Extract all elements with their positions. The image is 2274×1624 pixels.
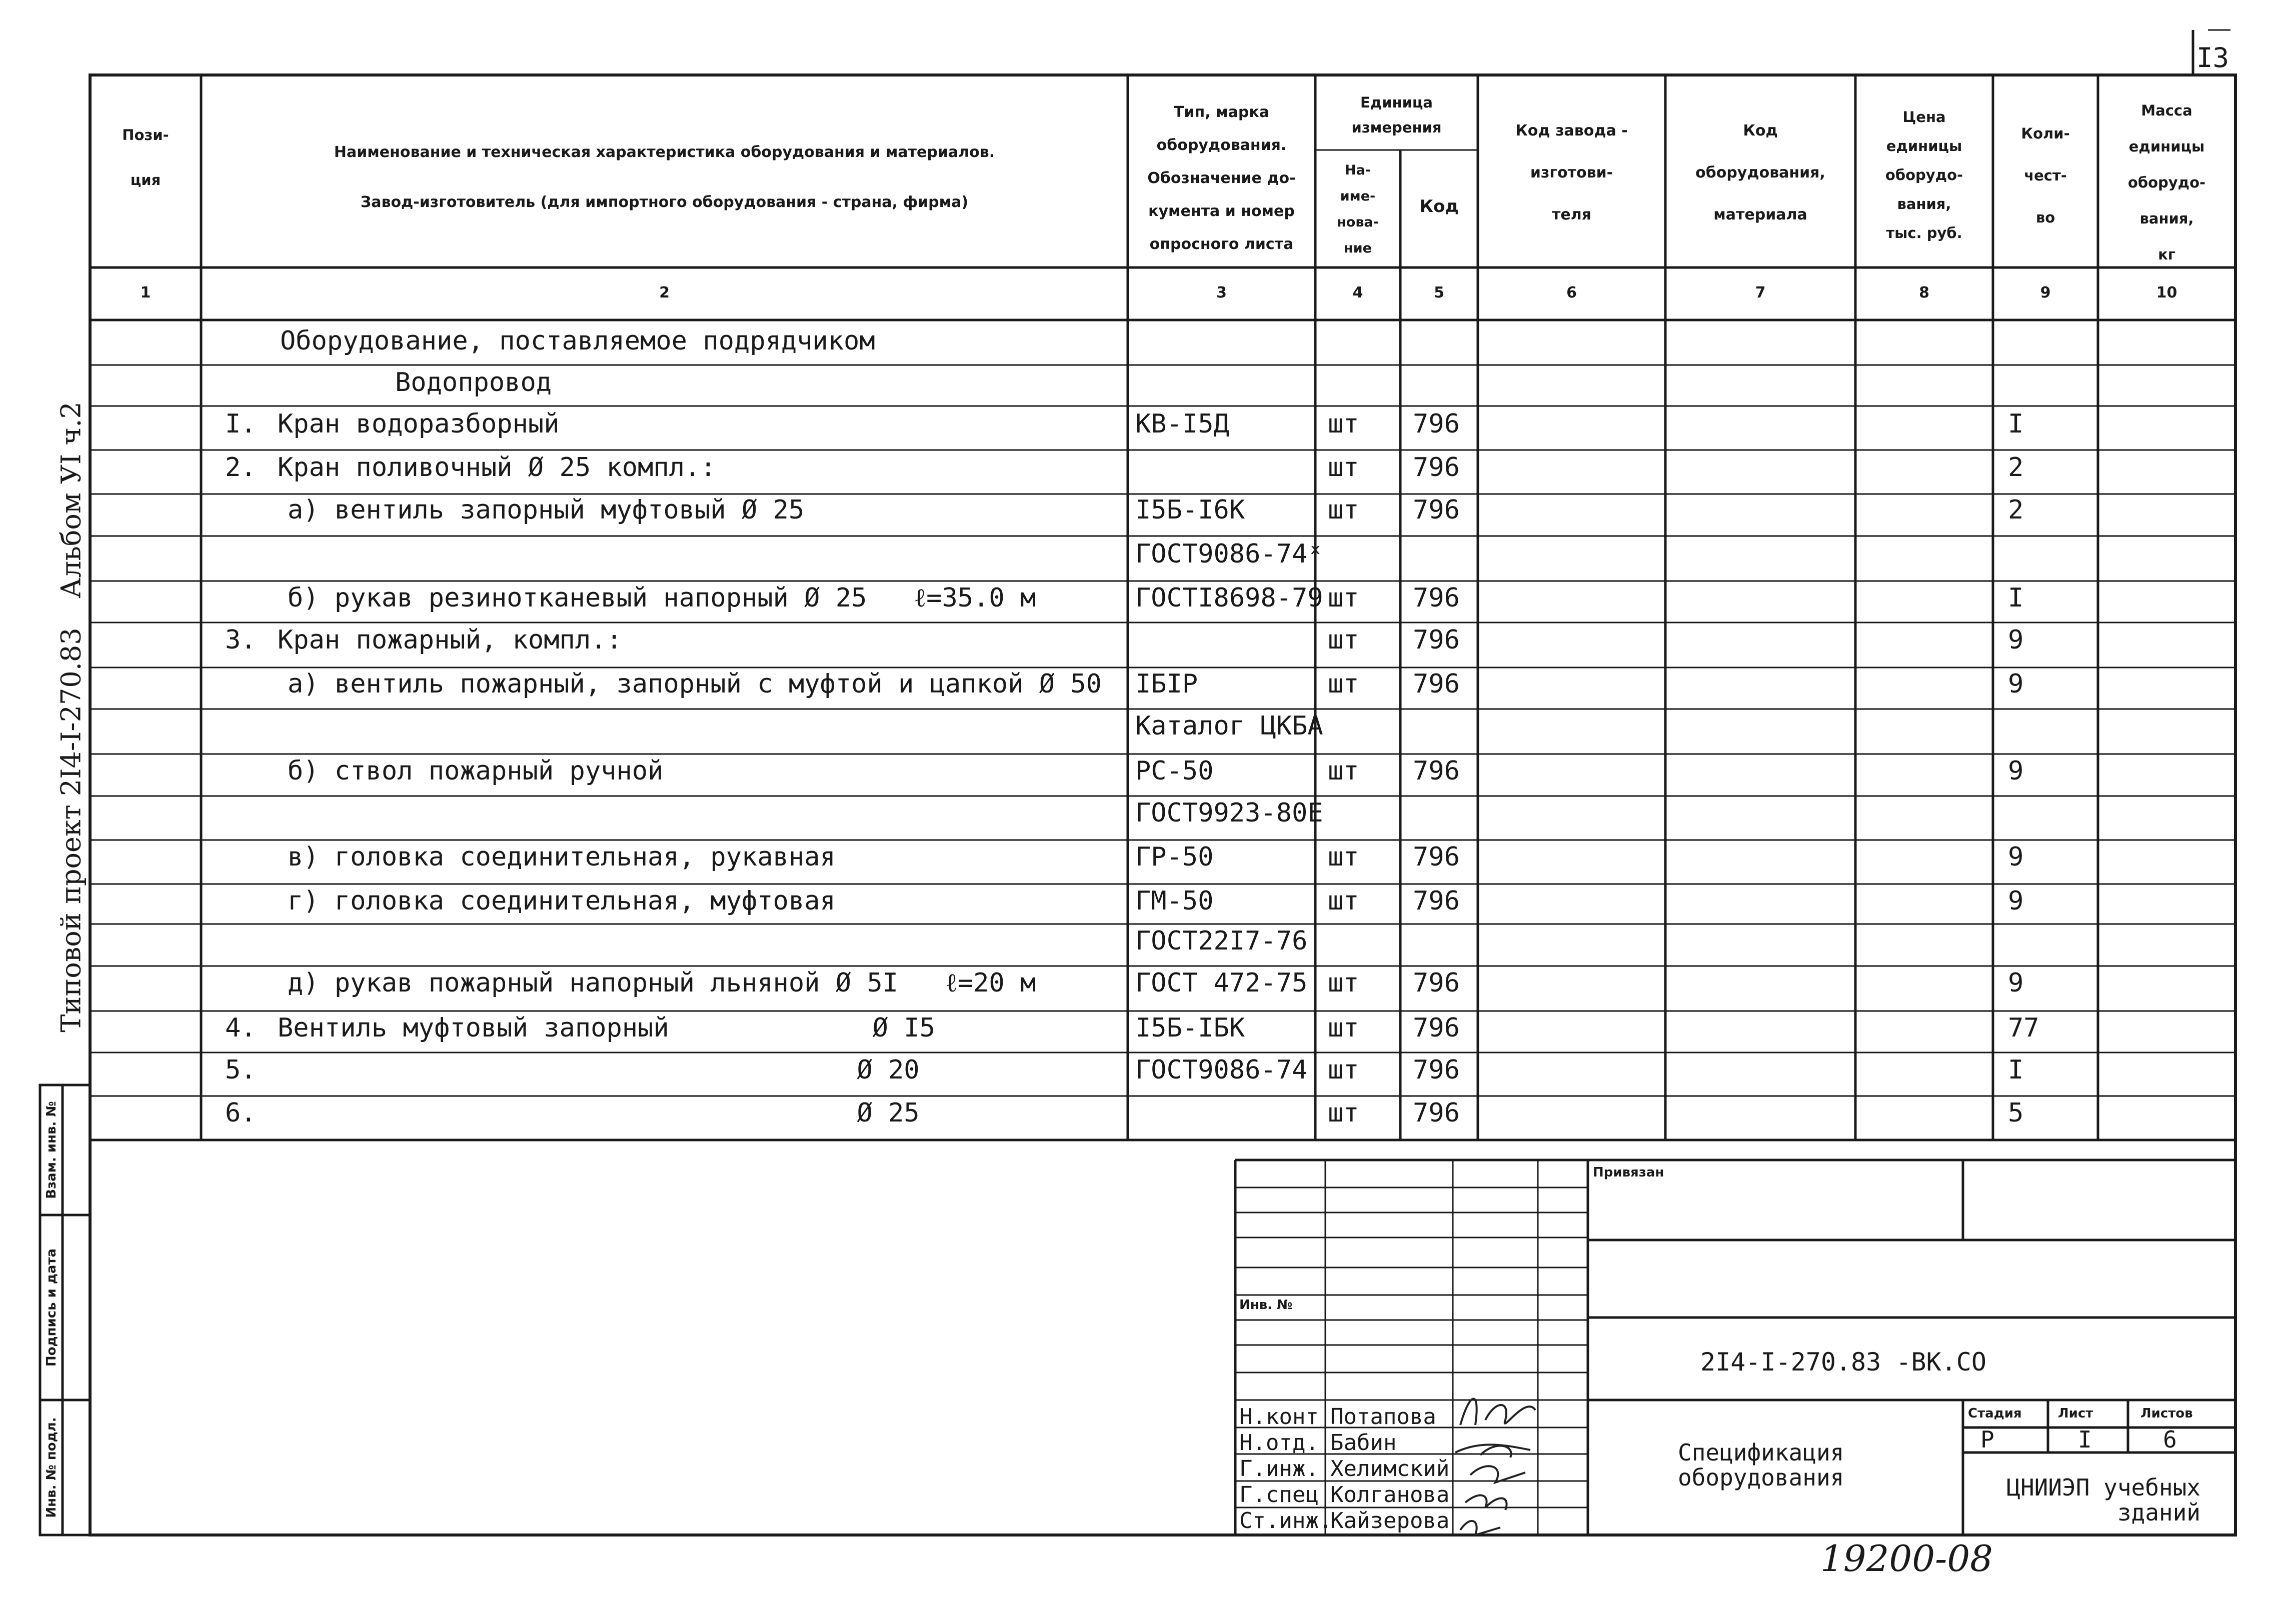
row-quantity: I <box>2008 583 2024 613</box>
archive-number: 19200-08 <box>1820 1538 1993 1580</box>
row-type: ГОСТ9086-74 <box>1135 1055 1308 1085</box>
column-number: 1 <box>140 284 151 302</box>
row-quantity: 2 <box>2008 495 2024 525</box>
row-position: 3. <box>225 625 257 655</box>
signature-role: Н.отд. <box>1239 1430 1319 1456</box>
header-maker-code: Код завода - изготови- теля <box>1515 122 1628 224</box>
header-mass: Масса единицы оборудо- вания, кг <box>2127 102 2206 263</box>
row-name: а) вентиль пожарный, запорный с муфтой и цапкой Ø 50 <box>288 669 1102 699</box>
stamp-signature-date: Подпись и дата <box>44 1248 59 1367</box>
row-quantity: I <box>2008 409 2024 439</box>
signature-name: Хелимский <box>1330 1456 1450 1482</box>
row-position: I. <box>225 409 257 439</box>
row-code: 796 <box>1413 886 1460 916</box>
organization: ЦНИИЭП учебных зданий <box>2006 1474 2200 1526</box>
header-unit-code: Код <box>1419 196 1459 216</box>
header-name: Наименование и техническая характеристика оборудования и материалов. Завод-изготовитель (для импортного оборудования - страна, фирма) <box>334 144 995 211</box>
row-type: Каталог ЦКБА <box>1135 711 1323 741</box>
column-number: 10 <box>2156 284 2177 302</box>
row-quantity: 9 <box>2008 669 2024 699</box>
row-unit: шт <box>1328 1098 1359 1128</box>
column-number: 9 <box>2040 284 2051 302</box>
signature-role: Г.спец <box>1239 1482 1319 1508</box>
row-name: б) ствол пожарный ручной <box>288 756 664 786</box>
sheets-value: 6 <box>2163 1426 2177 1453</box>
signature-name: Кайзерова <box>1330 1508 1450 1534</box>
header-price: Цена единицы оборудо- вания, тыс. руб. <box>1885 108 1963 242</box>
row-position: 2. <box>225 452 257 482</box>
stamp-replaced-inv: Взам. инв. № <box>44 1101 59 1199</box>
header-equipment-code: Код оборудования, материала <box>1695 122 1825 224</box>
row-quantity: 9 <box>2008 756 2024 786</box>
row-code: 796 <box>1413 669 1460 699</box>
signature-role: Ст.инж. <box>1239 1508 1332 1534</box>
row-unit: шт <box>1328 625 1359 655</box>
stamp-original-inv: Инв. № подл. <box>44 1417 59 1518</box>
stage-label: Стадия <box>1968 1406 2022 1421</box>
row-position: 4. <box>225 1013 257 1043</box>
row-name: Кран поливочный Ø 25 компл.: <box>278 452 716 482</box>
row-quantity: 5 <box>2008 1098 2024 1128</box>
sheet-number: I3 <box>2196 42 2229 74</box>
column-number: 3 <box>1216 284 1227 302</box>
row-quantity: 9 <box>2008 625 2024 655</box>
column-number: 5 <box>1434 284 1444 302</box>
row-code: 796 <box>1413 968 1460 998</box>
row-unit: шт <box>1328 886 1359 916</box>
row-unit: шт <box>1328 1055 1359 1085</box>
row-name: б) рукав резинотканевый напорный Ø 25 ℓ=35.0 м <box>288 583 1036 613</box>
row-quantity: 2 <box>2008 452 2024 482</box>
row-quantity: 9 <box>2008 842 2024 872</box>
row-name: Кран пожарный, компл.: <box>278 625 622 655</box>
row-type: КВ-I5Д <box>1135 409 1229 439</box>
row-code: 796 <box>1413 452 1460 482</box>
row-code: 796 <box>1413 495 1460 525</box>
row-type: ГМ-50 <box>1135 886 1214 916</box>
row-unit: шт <box>1328 968 1359 998</box>
row-code: 796 <box>1413 625 1460 655</box>
column-number: 8 <box>1919 284 1929 302</box>
row-code: 796 <box>1413 409 1460 439</box>
header-quantity: Коли- чест- во <box>2021 125 2070 226</box>
row-quantity: 77 <box>2008 1013 2039 1043</box>
row-unit: шт <box>1328 842 1359 872</box>
row-type: РС-50 <box>1135 756 1214 786</box>
document-title: Спецификация оборудования <box>1678 1439 1844 1491</box>
sheet-value: I <box>2078 1426 2092 1453</box>
row-type: ГОСТ 472-75 <box>1135 968 1308 998</box>
row-name: г) головка соединительная, муфтовая <box>288 886 836 916</box>
sheet-label: Лист <box>2058 1406 2093 1421</box>
column-number: 4 <box>1352 284 1363 302</box>
row-type: ГР-50 <box>1135 842 1214 872</box>
row-type: I5Б-IБК <box>1135 1013 1245 1043</box>
signature-name: Потапова <box>1330 1404 1436 1430</box>
row-name: Ø 20 <box>278 1055 920 1085</box>
sheets-label: Листов <box>2140 1406 2193 1421</box>
row-type: ГОСТ22I7-76 <box>1135 926 1308 956</box>
row-unit: шт <box>1328 1013 1359 1043</box>
column-number: 6 <box>1566 284 1577 302</box>
row-code: 796 <box>1413 1013 1460 1043</box>
stage-value: Р <box>1980 1426 1994 1453</box>
privyazan-label: Привязан <box>1593 1165 1664 1180</box>
row-type: ГОСТ9923-80Е <box>1135 798 1323 828</box>
row-quantity: 9 <box>2008 968 2024 998</box>
row-name: Кран водоразборный <box>278 409 560 439</box>
signature-role: Н.конт <box>1239 1404 1319 1430</box>
row-name: д) рукав пожарный напорный льняной Ø 5I ℓ=20 м <box>288 968 1036 998</box>
row-unit: шт <box>1328 495 1359 525</box>
row-code: 796 <box>1413 1055 1460 1085</box>
row-name: Оборудование, поставляемое подрядчиком <box>280 326 875 356</box>
header-unit-group: Единица измерения <box>1351 94 1442 136</box>
project-label: Типовой проект 2I4-I-270.83 <box>55 628 87 1032</box>
row-type: I5Б-I6К <box>1135 495 1245 525</box>
row-quantity: 9 <box>2008 886 2024 916</box>
row-name: Вентиль муфтовый запорный Ø I5 <box>278 1013 935 1043</box>
row-position: 6. <box>225 1098 257 1128</box>
row-type: ГОСТ9086-74ˣ <box>1135 539 1323 569</box>
row-unit: шт <box>1328 409 1359 439</box>
row-name: Ø 25 <box>278 1098 920 1128</box>
row-unit: шт <box>1328 756 1359 786</box>
document-code: 2I4-I-270.83 -ВК.СО <box>1700 1348 1986 1376</box>
signature-role: Г.инж. <box>1239 1456 1319 1482</box>
header-position: Пози- ция <box>122 126 169 188</box>
handwritten-signatures <box>1450 1370 1590 1540</box>
row-name: Водопровод <box>395 368 552 398</box>
row-code: 796 <box>1413 756 1460 786</box>
column-number: 2 <box>659 284 670 302</box>
row-code: 796 <box>1413 1098 1460 1128</box>
row-unit: шт <box>1328 669 1359 699</box>
row-code: 796 <box>1413 583 1460 613</box>
row-type: IБIР <box>1135 669 1198 699</box>
row-unit: шт <box>1328 583 1359 613</box>
header-type: Тип, марка оборудования. Обозначение до- кумента и номер опросного листа <box>1147 104 1296 253</box>
row-quantity: I <box>2008 1055 2024 1085</box>
album-label: Альбом УI ч.2 <box>55 402 87 598</box>
row-type: ГОСТI8698-79 <box>1135 583 1323 613</box>
header-unit-name: На- име- нова- ние <box>1337 162 1379 256</box>
inv-no-label: Инв. № <box>1239 1298 1293 1312</box>
row-position: 5. <box>225 1055 257 1085</box>
column-number: 7 <box>1755 284 1766 302</box>
signature-name: Бабин <box>1330 1430 1397 1456</box>
signature-name: Колганова <box>1330 1482 1450 1508</box>
row-name: в) головка соединительная, рукавная <box>288 842 836 872</box>
row-name: а) вентиль запорный муфтовый Ø 25 <box>288 495 805 525</box>
row-code: 796 <box>1413 842 1460 872</box>
row-unit: шт <box>1328 452 1359 482</box>
